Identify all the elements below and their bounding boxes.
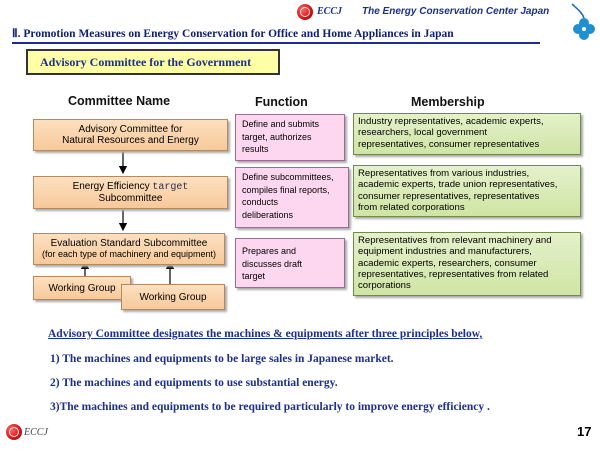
advisory-committee-title: Advisory Committee for the Government <box>26 49 280 75</box>
advisory-committee-line-1: Advisory Committee for <box>78 124 183 135</box>
evaluation-subcommittee-line-2: (for each type of machinery and equipment) <box>41 249 217 259</box>
evaluation-subcommittee-box <box>33 233 225 265</box>
membership-box-evaluation <box>353 232 581 296</box>
principle-item-3: 3)The machines and equipments to be required particularly to improve energy efficiency . <box>50 401 490 413</box>
column-title-membership: Membership <box>411 95 485 109</box>
column-title-committee: Committee Name <box>68 94 171 108</box>
membership-line: researchers, local government <box>358 127 488 139</box>
function-line: deliberations <box>242 209 294 220</box>
membership-line: from related corporations <box>358 201 465 213</box>
membership-line: academic experts, researchers, consumer <box>358 257 537 269</box>
function-line: target <box>242 271 266 281</box>
membership-line: consumer representatives, representatives <box>358 190 540 202</box>
working-group-box-1 <box>33 276 131 300</box>
membership-line: Industry representatives, academic experts, <box>358 116 544 127</box>
header-org-name: The Energy Conservation Center Japan <box>362 6 550 17</box>
membership-line: corporations <box>358 280 411 292</box>
membership-box-advisory <box>353 113 581 155</box>
function-line: compiles final reports, <box>242 184 330 195</box>
advisory-committee-box <box>33 119 228 151</box>
membership-line: representatives, representatives from related <box>358 268 549 280</box>
principle-item-2: 2) The machines and equipments to use substantial energy. <box>50 377 338 389</box>
efficiency-subcommittee-label: Energy Efficiency <box>72 181 150 192</box>
working-group-2-label: Working Group <box>139 291 207 303</box>
column-title-function: Function <box>255 95 308 109</box>
function-box-evaluation <box>235 238 345 288</box>
evaluation-subcommittee-line-1: Evaluation Standard Subcommittee <box>50 238 208 249</box>
function-line: conducts <box>242 197 279 207</box>
advisory-committee-line-2: Natural Resources and Energy <box>62 135 199 146</box>
efficiency-target-label: target <box>152 182 189 193</box>
page-number: 17 <box>577 424 592 439</box>
efficiency-subcommittee-box <box>33 176 228 209</box>
efficiency-subcommittee-line-2: Subcommittee <box>98 193 163 204</box>
header-brand: ECCJ <box>317 6 343 17</box>
working-group-box-2 <box>121 284 225 310</box>
function-line: Define and submits <box>242 119 320 129</box>
membership-line: academic experts, trade union representatives, <box>358 179 558 191</box>
membership-line: Representatives from relevant machinery and <box>358 235 552 246</box>
function-line: target, authorizes <box>242 131 312 142</box>
function-line: Prepares and <box>242 246 297 256</box>
function-line: Define subcommittees, <box>242 172 334 182</box>
footer-brand: ECCJ <box>24 427 48 438</box>
membership-line: equipment industries and manufacturers, <box>358 246 532 258</box>
working-group-1-label: Working Group <box>48 282 116 294</box>
section-heading: Ⅱ. Promotion Measures on Energy Conservation for Office and Home Appliances in Japan <box>12 28 454 40</box>
principles-title: Advisory Committee designates the machines & equipments after three principles below, <box>48 328 483 340</box>
function-line: results <box>242 144 269 154</box>
membership-box-efficiency <box>353 165 581 217</box>
membership-line: representatives, consumer representatives <box>358 138 540 150</box>
function-box-advisory <box>235 114 345 161</box>
function-line: discusses draft <box>242 258 303 269</box>
function-box-efficiency <box>235 167 349 228</box>
principle-item-1: 1) The machines and equipments to be large sales in Japanese market. <box>50 353 394 365</box>
footer-logo-icon <box>6 424 22 440</box>
membership-line: Representatives from various industries, <box>358 168 530 179</box>
efficiency-subcommittee-line-1 <box>73 181 189 193</box>
